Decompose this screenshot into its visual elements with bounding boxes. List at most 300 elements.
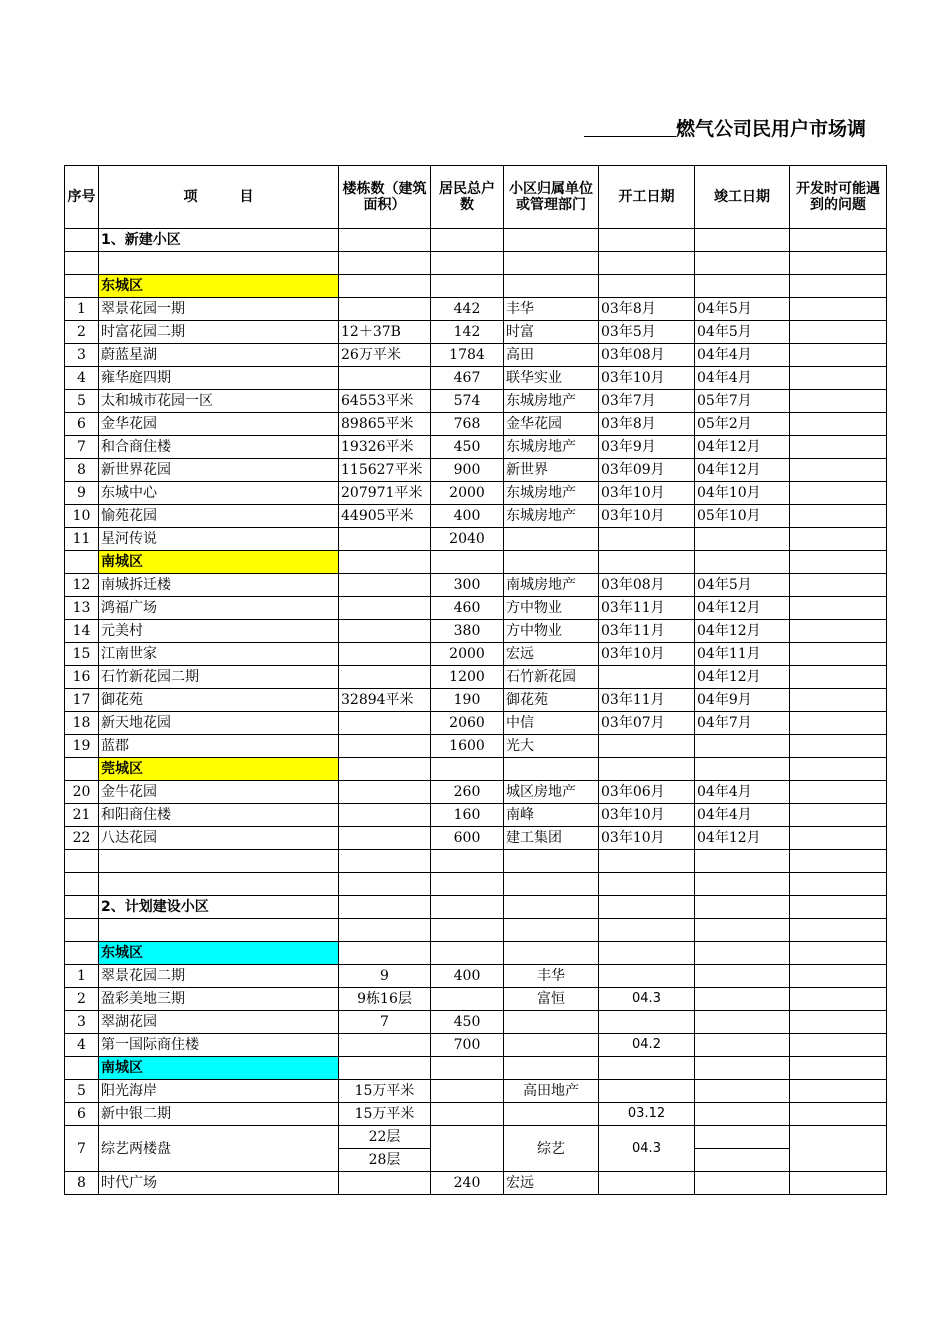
table-cell (790, 919, 887, 942)
table-cell: 雍华庭四期 (99, 367, 339, 390)
table-cell: 5 (65, 1080, 99, 1103)
table-cell: 89865平米 (339, 413, 431, 436)
table-cell (695, 252, 790, 275)
table-cell (504, 1034, 599, 1057)
district-row (65, 758, 887, 781)
table-cell (65, 873, 99, 896)
market-survey-table (64, 165, 887, 1195)
table-cell (790, 873, 887, 896)
table-cell (339, 275, 431, 298)
table-cell (339, 298, 431, 321)
table-cell: 64553平米 (339, 390, 431, 413)
table-cell: 江南世家 (99, 643, 339, 666)
table-cell: 高田地产 (504, 1080, 599, 1103)
table-cell: 16 (65, 666, 99, 689)
table-cell (65, 850, 99, 873)
table-cell: 2 (65, 988, 99, 1011)
table-cell: 2040 (431, 528, 504, 551)
table-cell (790, 1172, 887, 1195)
table-cell (504, 229, 599, 252)
table-cell: 金华花园 (99, 413, 339, 436)
header-owner: 小区归属单位或管理部门 (504, 166, 599, 229)
table-cell: 1 (65, 965, 99, 988)
table-cell (599, 1172, 695, 1195)
table-cell (790, 896, 887, 919)
table-row (65, 505, 887, 528)
table-row (65, 390, 887, 413)
table-cell (790, 827, 887, 850)
table-cell (504, 1011, 599, 1034)
table-cell: 4 (65, 367, 99, 390)
table-cell: 新中银二期 (99, 1103, 339, 1126)
table-row (65, 459, 887, 482)
table-cell (790, 298, 887, 321)
table-cell (695, 229, 790, 252)
table-cell: 15万平米 (339, 1103, 431, 1126)
table-cell (790, 1011, 887, 1034)
table-cell: 04年12月 (695, 827, 790, 850)
table-cell: 宏远 (504, 643, 599, 666)
table-row (65, 482, 887, 505)
table-cell: 蓝郡 (99, 735, 339, 758)
header-finish-date: 竣工日期 (695, 166, 790, 229)
table-row (65, 344, 887, 367)
table-cell: 东城房地产 (504, 436, 599, 459)
table-cell (431, 1103, 504, 1126)
table-cell (504, 1057, 599, 1080)
table-cell: 元美村 (99, 620, 339, 643)
table-cell (99, 850, 339, 873)
table-cell: 260 (431, 781, 504, 804)
table-cell: 15万平米 (339, 1080, 431, 1103)
table-cell: 翠景花园二期 (99, 965, 339, 988)
table-cell: 1600 (431, 735, 504, 758)
table-cell: 467 (431, 367, 504, 390)
table-cell: 综艺两楼盘 (99, 1126, 339, 1172)
table-cell: 442 (431, 298, 504, 321)
table-cell: 04年12月 (695, 459, 790, 482)
table-cell (504, 551, 599, 574)
empty-row (65, 850, 887, 873)
table-cell: 阳光海岸 (99, 1080, 339, 1103)
table-cell: 1 (65, 298, 99, 321)
table-cell: 8 (65, 459, 99, 482)
table-row (65, 689, 887, 712)
section-title: 2、计划建设小区 (99, 896, 339, 919)
table-cell (790, 758, 887, 781)
table-row (65, 781, 887, 804)
table-cell (431, 919, 504, 942)
table-cell: 时富 (504, 321, 599, 344)
table-cell: 03年5月 (599, 321, 695, 344)
table-cell (339, 620, 431, 643)
table-cell: 03年8月 (599, 413, 695, 436)
table-cell: 综艺 (504, 1126, 599, 1172)
table-row (65, 643, 887, 666)
table-cell: 400 (431, 505, 504, 528)
table-cell (99, 873, 339, 896)
table-cell: 04年12月 (695, 666, 790, 689)
table-cell: 星河传说 (99, 528, 339, 551)
table-cell (65, 1057, 99, 1080)
table-cell (504, 896, 599, 919)
table-row (65, 436, 887, 459)
table-cell: 380 (431, 620, 504, 643)
table-cell: 7 (65, 1126, 99, 1172)
table-row (65, 804, 887, 827)
table-cell: 03年8月 (599, 298, 695, 321)
table-cell: 03年08月 (599, 574, 695, 597)
table-cell (65, 229, 99, 252)
table-cell (790, 689, 887, 712)
table-cell (790, 712, 887, 735)
table-cell: 26万平米 (339, 344, 431, 367)
table-cell (790, 1126, 887, 1172)
table-cell: 44905平米 (339, 505, 431, 528)
table-cell: 南城拆迁楼 (99, 574, 339, 597)
empty-row (65, 919, 887, 942)
table-cell (599, 919, 695, 942)
header-no: 序号 (65, 166, 99, 229)
table-cell: 新世界 (504, 459, 599, 482)
table-cell: 03年11月 (599, 689, 695, 712)
district-label: 南城区 (99, 551, 339, 574)
district-label: 南城区 (99, 1057, 339, 1080)
table-cell: 03年10月 (599, 804, 695, 827)
table-cell: 03年10月 (599, 505, 695, 528)
table-cell (790, 666, 887, 689)
table-cell: 05年10月 (695, 505, 790, 528)
table-cell (790, 413, 887, 436)
table-cell: 6 (65, 1103, 99, 1126)
table-cell: 3 (65, 344, 99, 367)
table-cell (339, 229, 431, 252)
table-row (65, 298, 887, 321)
table-cell: 900 (431, 459, 504, 482)
table-cell: 建工集团 (504, 827, 599, 850)
table-cell: 城区房地产 (504, 781, 599, 804)
table-cell: 时富花园二期 (99, 321, 339, 344)
table-cell: 19 (65, 735, 99, 758)
header-area: 楼栋数（建筑面积） (339, 166, 431, 229)
title-text: 燃气公司民用户市场调 (676, 118, 867, 140)
table-cell: 联华实业 (504, 367, 599, 390)
table-cell (599, 666, 695, 689)
table-cell: 04.2 (599, 1034, 695, 1057)
table-cell (790, 942, 887, 965)
district-row (65, 551, 887, 574)
table-cell: 115627平米 (339, 459, 431, 482)
table-cell (695, 1103, 790, 1126)
table-cell: 03年08月 (599, 344, 695, 367)
table-cell (339, 252, 431, 275)
table-cell: 光大 (504, 735, 599, 758)
table-cell: 和合商住楼 (99, 436, 339, 459)
table-cell (504, 758, 599, 781)
table-cell: 东城房地产 (504, 390, 599, 413)
table-cell: 高田 (504, 344, 599, 367)
table-cell: 03年10月 (599, 827, 695, 850)
table-cell: 03年06月 (599, 781, 695, 804)
table-cell: 八达花园 (99, 827, 339, 850)
title-blank-underline (584, 116, 676, 137)
table-row (65, 712, 887, 735)
table-cell (339, 528, 431, 551)
table-cell: 富恒 (504, 988, 599, 1011)
table-cell (790, 643, 887, 666)
empty-row (65, 252, 887, 275)
table-row (65, 620, 887, 643)
table-cell: 18 (65, 712, 99, 735)
table-cell (99, 919, 339, 942)
table-cell: 2000 (431, 643, 504, 666)
table-cell (431, 758, 504, 781)
table-cell (65, 942, 99, 965)
table-cell (65, 551, 99, 574)
table-cell (790, 781, 887, 804)
table-row (65, 827, 887, 850)
table-cell (790, 620, 887, 643)
table-cell (599, 896, 695, 919)
table-row (65, 1034, 887, 1057)
table-cell: 160 (431, 804, 504, 827)
table-cell: 翠景花园一期 (99, 298, 339, 321)
table-cell (99, 252, 339, 275)
table-cell (339, 574, 431, 597)
table-cell: 9栋16层 (339, 988, 431, 1011)
table-cell: 04年7月 (695, 712, 790, 735)
table-cell: 03年10月 (599, 643, 695, 666)
table-cell: 太和城市花园一区 (99, 390, 339, 413)
table-cell (599, 551, 695, 574)
table-cell (599, 1011, 695, 1034)
table-cell: 460 (431, 597, 504, 620)
table-cell: 10 (65, 505, 99, 528)
table-cell: 5 (65, 390, 99, 413)
table-cell: 1200 (431, 666, 504, 689)
table-cell (599, 735, 695, 758)
table-row (65, 1172, 887, 1195)
table-cell: 19326平米 (339, 436, 431, 459)
table-row (65, 1080, 887, 1103)
table-cell: 03.12 (599, 1103, 695, 1126)
table-cell (695, 873, 790, 896)
table-cell (504, 873, 599, 896)
table-cell (504, 942, 599, 965)
table-cell: 丰华 (504, 965, 599, 988)
table-cell: 03年10月 (599, 367, 695, 390)
table-cell: 和阳商住楼 (99, 804, 339, 827)
table-cell: 04.3 (599, 1126, 695, 1172)
table-cell (790, 735, 887, 758)
table-cell: 东城房地产 (504, 482, 599, 505)
table-row (65, 528, 887, 551)
table-row (65, 413, 887, 436)
table-cell: 中信 (504, 712, 599, 735)
table-cell: 768 (431, 413, 504, 436)
table-cell (599, 528, 695, 551)
table-cell (339, 873, 431, 896)
table-cell: 东城中心 (99, 482, 339, 505)
table-cell: 方中物业 (504, 620, 599, 643)
table-cell: 04年5月 (695, 298, 790, 321)
table-cell: 21 (65, 804, 99, 827)
table-cell: 宏远 (504, 1172, 599, 1195)
table-cell: 金华花园 (504, 413, 599, 436)
table-cell: 04年4月 (695, 344, 790, 367)
table-cell: 3 (65, 1011, 99, 1034)
table-cell (790, 275, 887, 298)
table-cell (599, 275, 695, 298)
table-cell (695, 850, 790, 873)
table-cell (339, 758, 431, 781)
district-row (65, 1057, 887, 1080)
table-cell: 御花苑 (504, 689, 599, 712)
table-cell (339, 551, 431, 574)
table-cell (339, 942, 431, 965)
header-row (65, 166, 887, 229)
table-cell (790, 850, 887, 873)
header-project: 项 目 (99, 166, 339, 229)
table-cell: 32894平米 (339, 689, 431, 712)
table-cell (504, 275, 599, 298)
table-cell (339, 666, 431, 689)
table-cell: 石竹新花园二期 (99, 666, 339, 689)
table-cell: 丰华 (504, 298, 599, 321)
table-cell: 金牛花园 (99, 781, 339, 804)
header-issues: 开发时可能遇到的问题 (790, 166, 887, 229)
table-row (65, 965, 887, 988)
table-cell (695, 758, 790, 781)
table-cell: 03年09月 (599, 459, 695, 482)
table-cell: 1784 (431, 344, 504, 367)
table-cell: 7 (65, 436, 99, 459)
table-cell (695, 1172, 790, 1195)
table-cell (431, 988, 504, 1011)
table-cell: 新天地花园 (99, 712, 339, 735)
table-cell (339, 1172, 431, 1195)
table-cell: 7 (339, 1011, 431, 1034)
table-cell: 12＋37B (339, 321, 431, 344)
table-cell: 翠湖花园 (99, 1011, 339, 1034)
table-cell (790, 459, 887, 482)
table-cell: 03年7月 (599, 390, 695, 413)
table-cell: 700 (431, 1034, 504, 1057)
table-cell (431, 1057, 504, 1080)
table-cell (65, 275, 99, 298)
table-cell (695, 1057, 790, 1080)
table-cell: 4 (65, 1034, 99, 1057)
table-cell (504, 528, 599, 551)
table-cell (431, 1080, 504, 1103)
table-cell: 400 (431, 965, 504, 988)
table-cell (339, 735, 431, 758)
table-cell (695, 735, 790, 758)
table-cell (431, 942, 504, 965)
table-cell: 2060 (431, 712, 504, 735)
table-cell (599, 873, 695, 896)
table-cell (695, 942, 790, 965)
table-cell: 28层 (339, 1149, 431, 1172)
table-cell: 03年11月 (599, 597, 695, 620)
table-cell (695, 919, 790, 942)
table-cell (65, 758, 99, 781)
table-cell: 600 (431, 827, 504, 850)
table-cell (790, 597, 887, 620)
table-cell (695, 988, 790, 1011)
table-cell (790, 367, 887, 390)
table-cell (504, 850, 599, 873)
table-cell: 574 (431, 390, 504, 413)
table-cell (599, 965, 695, 988)
table-cell: 04年5月 (695, 574, 790, 597)
table-cell: 450 (431, 436, 504, 459)
table-cell: 142 (431, 321, 504, 344)
table-cell: 450 (431, 1011, 504, 1034)
table-row (65, 735, 887, 758)
table-cell (695, 1080, 790, 1103)
table-cell: 04年5月 (695, 321, 790, 344)
section-row (65, 896, 887, 919)
table-cell (431, 551, 504, 574)
table-cell (695, 528, 790, 551)
table-cell (790, 321, 887, 344)
table-cell (431, 873, 504, 896)
table-cell (790, 505, 887, 528)
table-cell (790, 229, 887, 252)
table-cell (431, 275, 504, 298)
table-cell (339, 712, 431, 735)
table-cell: 第一国际商住楼 (99, 1034, 339, 1057)
table-cell: 盈彩美地三期 (99, 988, 339, 1011)
table-cell (790, 436, 887, 459)
district-label: 莞城区 (99, 758, 339, 781)
table-row (65, 574, 887, 597)
table-row (65, 666, 887, 689)
table-body (65, 229, 887, 1195)
table-cell (695, 896, 790, 919)
district-label: 东城区 (99, 275, 339, 298)
table-cell: 05年2月 (695, 413, 790, 436)
table-cell: 东城房地产 (504, 505, 599, 528)
table-cell (695, 275, 790, 298)
table-cell: 04年4月 (695, 804, 790, 827)
table-cell: 22层 (339, 1126, 431, 1149)
table-cell (339, 804, 431, 827)
table-cell (790, 574, 887, 597)
table-cell (790, 965, 887, 988)
table-cell (790, 804, 887, 827)
table-cell: 9 (339, 965, 431, 988)
table-cell: 04年10月 (695, 482, 790, 505)
table-cell: 04年12月 (695, 597, 790, 620)
table-cell: 20 (65, 781, 99, 804)
table-cell: 22 (65, 827, 99, 850)
table-cell: 南城房地产 (504, 574, 599, 597)
table-cell: 17 (65, 689, 99, 712)
table-cell: 04年12月 (695, 436, 790, 459)
district-row (65, 942, 887, 965)
table-cell: 03年10月 (599, 482, 695, 505)
table-cell (790, 1034, 887, 1057)
table-cell (695, 1149, 790, 1172)
table-row (65, 1126, 887, 1149)
table-cell (790, 1057, 887, 1080)
table-cell (339, 896, 431, 919)
table-row (65, 1011, 887, 1034)
table-cell (504, 252, 599, 275)
table-cell: 新世界花园 (99, 459, 339, 482)
